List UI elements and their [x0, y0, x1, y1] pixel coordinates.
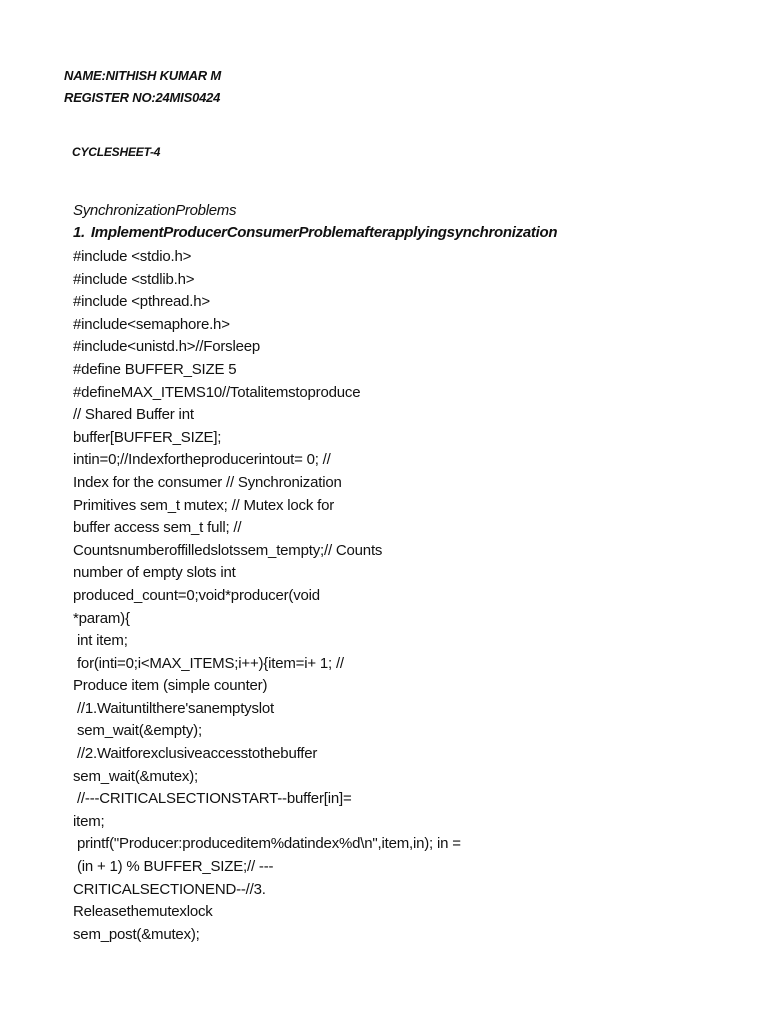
section-heading: SynchronizationProblems: [73, 202, 237, 219]
student-name: NAME:NITHISH KUMAR M: [64, 68, 222, 83]
problem-title-text: ImplementProducerConsumerProblemafterapplyingsynchronization: [90, 224, 558, 241]
code-line: sem_wait(&mutex);: [73, 767, 198, 785]
code-line: Produce item (simple counter): [73, 677, 268, 695]
register-number: REGISTER NO:24MIS0424: [64, 90, 221, 105]
code-line: Releasethemutexlock: [73, 903, 213, 921]
code-line: CRITICALSECTIONEND--//3.: [73, 880, 266, 898]
code-block: [73, 246, 461, 946]
code-line: item;: [73, 812, 105, 830]
code-line: #include<semaphore.h>: [73, 315, 230, 333]
code-line: //1.Waituntilthere'sanemptyslot: [73, 699, 274, 717]
code-line: for(inti=0;i<MAX_ITEMS;i++){item=i+ 1; //: [73, 654, 344, 672]
code-line: #include <pthread.h>: [73, 293, 210, 311]
code-line: //2.Waitforexclusiveaccesstothebuffer: [73, 745, 318, 763]
code-line: int item;: [73, 632, 128, 650]
code-line: printf("Producer:produceditem%datindex%d\n",item,in); in =: [73, 835, 461, 853]
code-line: #include <stdio.h>: [73, 248, 192, 265]
code-line: sem_wait(&empty);: [73, 722, 202, 740]
code-line: // Shared Buffer int: [73, 406, 194, 424]
code-line: buffer[BUFFER_SIZE];: [73, 428, 222, 446]
problem-number: 1.: [73, 224, 85, 241]
code-line: (in + 1) % BUFFER_SIZE;// ---: [73, 858, 274, 876]
code-line: #include<unistd.h>//Forsleep: [73, 338, 261, 356]
code-line: *param){: [73, 609, 130, 627]
code-line: #include <stdlib.h>: [73, 270, 195, 288]
code-line: produced_count=0;void*producer(void: [73, 586, 320, 604]
code-line: Index for the consumer // Synchronization: [73, 473, 342, 491]
code-line: number of empty slots int: [73, 564, 236, 582]
problem-title: [73, 224, 557, 241]
code-line: buffer access sem_t full; //: [73, 519, 242, 537]
code-line: Countsnumberoffilledslotssem_tempty;// Counts: [73, 541, 383, 559]
code-line: #define BUFFER_SIZE 5: [73, 360, 237, 378]
code-line: Primitives sem_t mutex; // Mutex lock for: [73, 496, 335, 514]
code-line: sem_post(&mutex);: [73, 925, 200, 943]
cyclesheet-title: CYCLESHEET-4: [72, 145, 161, 159]
code-line: //---CRITICALSECTIONSTART--buffer[in]=: [73, 790, 352, 808]
code-line: intin=0;//Indexfortheproducerintout= 0; //: [73, 451, 331, 469]
code-line: #defineMAX_ITEMS10//Totalitemstoproduce: [73, 383, 361, 401]
